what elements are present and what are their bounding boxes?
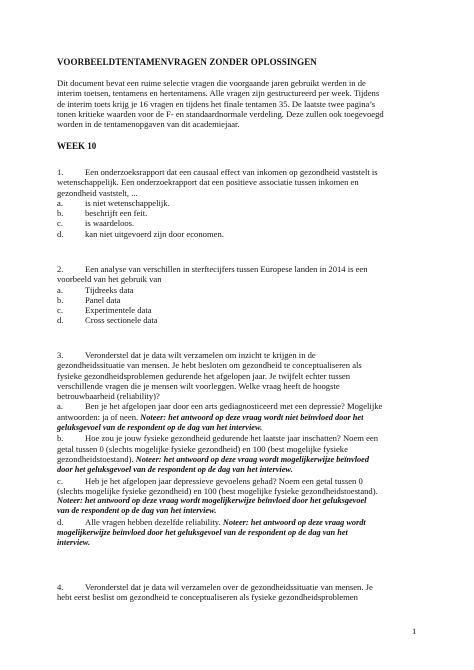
option-c [57, 218, 418, 228]
option-b-line: getal tussen 0 (slechts mogelijke fysieke gezondheid) en 100 (best mogelijke fysieke [57, 443, 348, 454]
option-label: d. [57, 228, 64, 239]
option-a [57, 285, 418, 295]
option-c-line: (slechts mogelijke fysieke gezondheid) en 100 (best mogelijke fysieke gezondheidstoestand). [57, 485, 378, 496]
intro-paragraph [57, 78, 418, 129]
option-label: a. [57, 284, 63, 295]
option-note: geluksgevoel van de respondent op de dag van het interview. [57, 423, 263, 433]
option-c [57, 476, 418, 486]
week-heading: WEEK 10 [57, 141, 97, 151]
intro-line: interim toetsen, tentamens en hertentamens. Alle vragen zijn gestructureerd per week. Tijdens [57, 88, 380, 99]
option-text: Tijdreeks data [85, 284, 134, 295]
option-d [57, 517, 418, 528]
option-note: mogelijkerwijze beïnvloed door het geluksgevoel van de respondent op de dag van het [57, 528, 348, 538]
question-line: fysieke gezondheidsproblemen gedurende het afgelopen jaar. Je twijfelt echter tussen [57, 370, 351, 381]
option-text: Heb je het afgelopen jaar depressieve gevoelens gehad? Noem een getal tussen 0 [85, 475, 363, 486]
option-text: Panel data [85, 294, 121, 305]
option-text: Experimentele data [85, 305, 152, 316]
question-number: 1. [57, 167, 64, 177]
option-a [57, 401, 418, 411]
option-note: Noteer: het antwoord op deze vraag wordt mogelijkerwijze beïnvloed door het geluksgevoel [57, 496, 367, 506]
question-line: wetenschappelijk. Een onderzoekrapport dat een positieve associatie tussen inkomen en [57, 177, 359, 188]
question-text: Een analyse van verschillen in sterftecijfers tussen Europese landen in 2014 is een [85, 264, 368, 274]
option-text: Cross sectionele data [85, 315, 158, 326]
option-d [57, 315, 418, 325]
question-1 [57, 167, 418, 239]
option-text: Ben je het afgelopen jaar door een arts gediagnosticeerd met een depressie? Mogelijke [85, 401, 383, 412]
question-2 [57, 264, 418, 326]
option-text: Alle vragen hebben dezelfde reliability. [85, 516, 221, 527]
option-text: beschrijft een feit. [85, 208, 148, 219]
question-3 [57, 350, 418, 549]
question-line: hebt eerst beslist om gezondheid te conceptualiseren als fysieke gezondheidsproblemen [57, 592, 358, 603]
option-label: c. [57, 475, 63, 486]
intro-line: de interim toets krijg je 16 vragen en tijdens het finale tentamen 35. De laatste twee pagina’s [57, 98, 376, 109]
option-text: antwoorden: ja of neen. [57, 411, 139, 422]
question-line [57, 264, 418, 274]
option-label: c. [57, 305, 63, 316]
option-a-line [57, 412, 418, 423]
option-b [57, 433, 418, 443]
question-line [57, 350, 418, 360]
option-c [57, 305, 418, 315]
question-number: 2. [57, 264, 64, 274]
option-b [57, 208, 418, 218]
option-label: c. [57, 218, 63, 229]
question-line [57, 167, 418, 177]
question-text: Veronderstel dat je data wil verzamelen over de gezondheidssituatie van mensen. Je [85, 582, 373, 592]
question-line: gezondheid vaststelt, ... [57, 187, 138, 198]
question-line [57, 582, 418, 592]
option-b [57, 295, 418, 305]
intro-line: tonen kritieke waarden voor de F- en standaardnormale verdeling. Deze zullen ook toegevoegd [57, 108, 384, 119]
option-label: b. [57, 294, 64, 305]
page-number: 1 [412, 626, 417, 636]
option-text: gezondheidstoestand). [57, 453, 134, 464]
option-a [57, 198, 418, 208]
question-4 [57, 582, 418, 603]
option-text: is waardeloos. [85, 218, 135, 229]
option-text: Hoe zou je jouw fysieke gezondheid gedurende het laatste jaar inschatten? Noem een [85, 433, 379, 444]
option-note: interview. [57, 538, 91, 548]
option-label: a. [57, 401, 63, 412]
option-label: b. [57, 433, 64, 444]
question-number: 3. [57, 350, 64, 360]
option-label: d. [57, 315, 64, 326]
question-line: voorbeeld van het gebruik van [57, 274, 162, 285]
intro-line: Dit document bevat een ruime selectie vragen die voorgaande jaren gebruikt werden in de [57, 78, 366, 88]
option-text: kan niet uitgevoerd zijn door economen. [85, 228, 224, 239]
question-number: 4. [57, 582, 64, 592]
option-d [57, 229, 418, 239]
option-b-line [57, 454, 418, 465]
option-text: is niet wetenschappelijk. [85, 197, 170, 208]
document-title: VOORBEELDTENTAMENVRAGEN ZONDER OPLOSSINGEN [57, 57, 317, 67]
option-label: d. [57, 516, 64, 527]
option-note: door het geluksgevoel van de respondent op de dag van het interview. [57, 465, 293, 475]
question-line: betrouwbaarheid (reliability)? [57, 391, 160, 402]
question-line: verschillende vragen die je mensen wilt voorleggen. Welke vraag heeft de hoogste [57, 380, 340, 391]
option-label: a. [57, 197, 63, 208]
option-note: van de respondent op de dag van het interview. [57, 506, 217, 516]
option-note: Noteer: het antwoord op deze vraag wordt [222, 517, 366, 527]
option-label: b. [57, 208, 64, 219]
question-line: gezondheidssituatie van mensen. Je hebt besloten om gezondheid te conceptualiseren als [57, 360, 362, 371]
intro-line: worden in de tentamenopgaven van dit academiejaar. [57, 119, 240, 130]
question-text: Veronderstel dat je data wilt verzamelen om inzicht te krijgen in de [85, 350, 316, 360]
option-note: Noteer: het antwoord op deze vraag wordt niet beïnvloed door het [140, 412, 364, 422]
question-text: Een onderzoeksrapport dat een causaal effect van inkomen op gezondheid vaststelt is [85, 167, 378, 177]
option-note: Noteer: het antwoord op deze vraag wordt mogelijkerwijze beïnvloed [135, 454, 369, 464]
